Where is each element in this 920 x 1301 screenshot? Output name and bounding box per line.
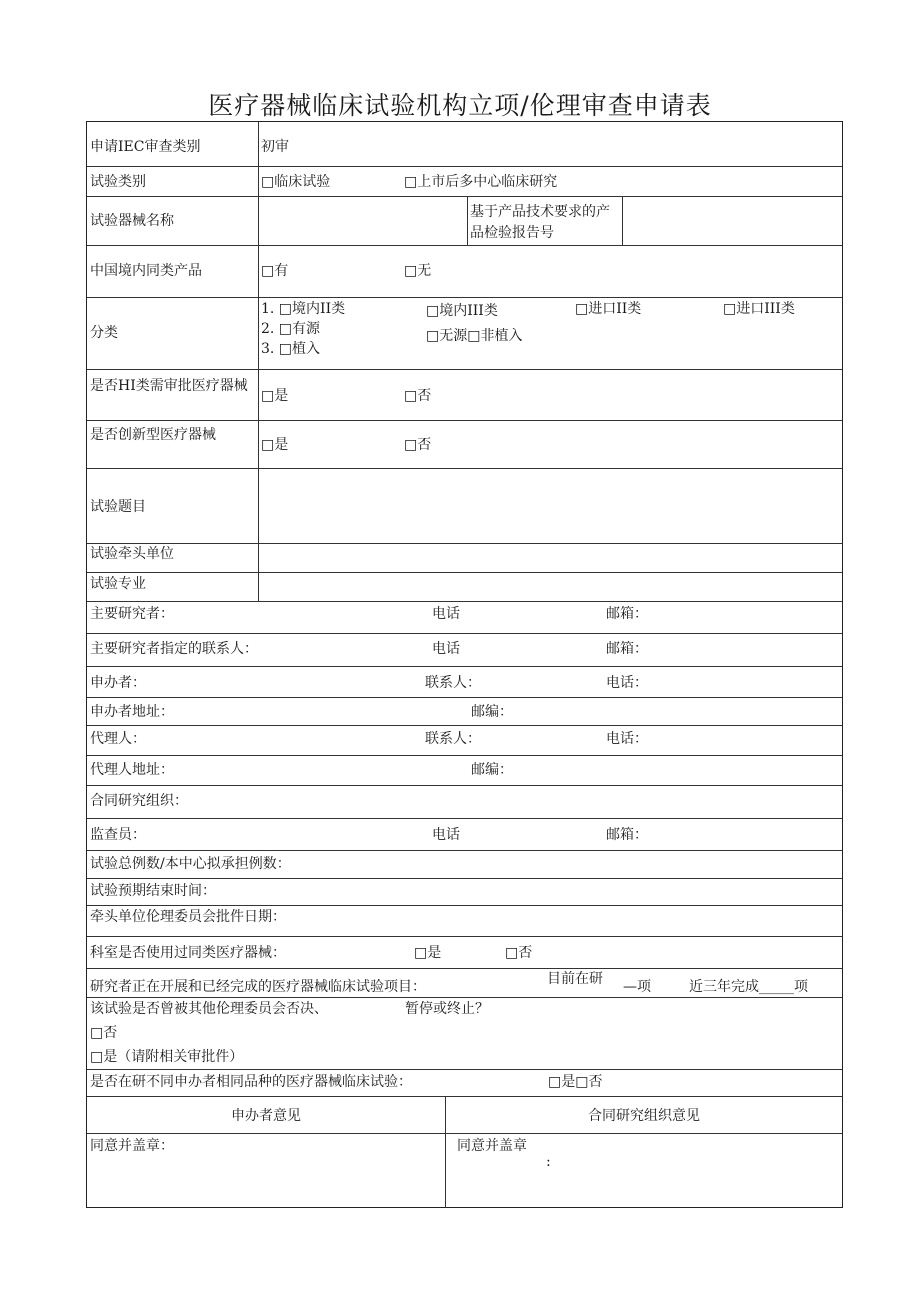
- class-domestic-3-checkbox[interactable]: □境内III类: [426, 303, 498, 319]
- row-divider: [87, 1069, 842, 1070]
- domestic-similar-label: 中国境内同类产品: [90, 263, 202, 279]
- cro-sign-label: 同意并盖章: [457, 1138, 527, 1154]
- cell-divider: [258, 196, 622, 197]
- ongoing-recent-count[interactable]: 近三年完成_____项: [689, 979, 808, 995]
- row-divider: [87, 725, 842, 726]
- row-divider: [87, 850, 842, 851]
- agent-contact-label: 联系人：: [425, 731, 481, 747]
- approval-date-label: 牵头单位伦理委员会批件日期：: [90, 909, 286, 925]
- column-divider: [467, 196, 468, 246]
- monitor-email-label: 邮箱：: [606, 827, 648, 843]
- review-type-value[interactable]: 初审: [261, 139, 289, 155]
- innovative-no-checkbox[interactable]: □否: [404, 437, 432, 453]
- row-divider: [87, 601, 842, 602]
- row-divider: [87, 1096, 842, 1097]
- domestic-similar-no-checkbox[interactable]: □无: [404, 263, 432, 279]
- row-divider: [87, 878, 842, 879]
- sponsor-contact-label: 联系人：: [425, 675, 481, 691]
- used-similar-label: 科室是否使用过同类医疗器械：: [90, 945, 286, 961]
- lead-unit-label: 试验牵头单位: [90, 546, 174, 562]
- row-divider: [87, 968, 842, 969]
- monitor-phone-label: 电话: [432, 827, 460, 843]
- cro-opinion-field[interactable]: [557, 1156, 841, 1206]
- row-divider: [87, 818, 842, 819]
- ongoing-current-count[interactable]: —项: [623, 979, 651, 995]
- agent-label: 代理人：: [90, 731, 146, 747]
- sponsor-address-label: 申办者地址：: [90, 704, 174, 720]
- competing-trial-label: 是否在研不同申办者相同品种的医疗器械临床试验：: [90, 1074, 412, 1090]
- row-divider: [87, 785, 842, 786]
- class-active-checkbox[interactable]: 2. □有源: [261, 321, 321, 337]
- trial-type-label: 试验类别: [90, 174, 146, 190]
- cro-label: 合同研究组织：: [90, 793, 188, 809]
- cro-sign-colon: :: [546, 1154, 551, 1170]
- pi-contact-email-label: 邮箱：: [606, 641, 648, 657]
- pi-contact-label: 主要研究者指定的联系人：: [90, 641, 258, 657]
- row-divider: [87, 633, 842, 634]
- sponsor-opinion-field[interactable]: [88, 1156, 444, 1206]
- row-divider: [87, 166, 842, 167]
- row-divider: [87, 666, 842, 667]
- trial-type-postmarket-checkbox[interactable]: □上市后多中心临床研究: [404, 174, 558, 190]
- specialty-label: 试验专业: [90, 576, 146, 592]
- sponsor-opinion-header: 申办者意见: [231, 1108, 301, 1124]
- competing-trial-checkboxes[interactable]: □是□否: [548, 1074, 603, 1090]
- sponsor-phone-label: 电话：: [606, 675, 648, 691]
- used-similar-yes-checkbox[interactable]: □是: [414, 945, 442, 961]
- sponsor-zip-label: 邮编：: [471, 704, 513, 720]
- pi-label: 主要研究者：: [90, 606, 174, 622]
- rejected-label-cont: 暂停或终止？: [405, 1001, 489, 1017]
- page-title: 医疗器械临床试验机构立项/伦理审查申请表: [208, 91, 712, 120]
- row-divider: [87, 1133, 842, 1134]
- row-divider: [87, 905, 842, 906]
- lead-unit-input[interactable]: [259, 544, 841, 571]
- application-form: [86, 121, 843, 1208]
- row-divider: [87, 420, 842, 421]
- row-divider: [87, 936, 842, 937]
- specialty-input[interactable]: [259, 573, 841, 600]
- row-divider: [87, 245, 842, 246]
- row-divider: [87, 997, 842, 998]
- agent-zip-label: 邮编：: [471, 762, 513, 778]
- classification-label: 分类: [90, 325, 118, 341]
- review-type-label: 申请IEC审查类别: [90, 139, 201, 155]
- class3-approval-label: 是否HI类需审批医疗器械: [90, 378, 248, 394]
- column-divider: [622, 196, 623, 246]
- total-cases-label: 试验总例数/本中心拟承担例数：: [90, 856, 291, 872]
- inspection-report-label: 基于产品技术要求的产品检验报告号: [470, 204, 610, 241]
- monitor-label: 监查员：: [90, 827, 146, 843]
- trial-type-clinical-checkbox[interactable]: □临床试验: [261, 174, 331, 190]
- sponsor-label: 申办者：: [90, 675, 146, 691]
- agent-phone-label: 电话：: [606, 731, 648, 747]
- trial-title-label: 试验题目: [90, 499, 146, 515]
- rejected-label: 该试验是否曾被其他伦理委员会否决、: [90, 1001, 328, 1017]
- pi-phone-label: 电话: [432, 606, 460, 622]
- row-divider: [87, 697, 842, 698]
- class3-approval-no-checkbox[interactable]: □否: [404, 388, 432, 404]
- pi-email-label: 邮箱：: [606, 606, 648, 622]
- class-passive-nonimplant-checkbox[interactable]: □无源□非植入: [426, 328, 523, 344]
- innovative-yes-checkbox[interactable]: □是: [261, 437, 289, 453]
- class-implant-checkbox[interactable]: 3. □植入: [261, 341, 321, 357]
- cro-opinion-header: 合同研究组织意见: [588, 1108, 700, 1124]
- agent-address-label: 代理人地址：: [90, 762, 174, 778]
- sponsor-sign-label: 同意并盖章：: [90, 1138, 174, 1154]
- end-time-label: 试验预期结束时间：: [90, 883, 216, 899]
- rejected-no-checkbox[interactable]: □否: [90, 1025, 118, 1041]
- innovative-label: 是否创新型医疗器械: [90, 427, 216, 443]
- ongoing-trials-label: 研究者正在开展和已经完成的医疗器械临床试验项目：: [90, 979, 426, 995]
- row-divider: [87, 369, 842, 370]
- class-domestic-2-checkbox[interactable]: 1. □境内II类: [261, 301, 346, 317]
- device-name-label: 试验器械名称: [90, 213, 174, 229]
- pi-contact-phone-label: 电话: [432, 641, 460, 657]
- trial-title-input[interactable]: [259, 469, 841, 542]
- ongoing-current-label: 目前在研: [547, 971, 603, 987]
- class3-approval-yes-checkbox[interactable]: □是: [261, 388, 289, 404]
- domestic-similar-yes-checkbox[interactable]: □有: [261, 263, 289, 279]
- class-import-2-checkbox[interactable]: □进口II类: [575, 301, 642, 317]
- rejected-yes-checkbox[interactable]: □是（请附相关审批件）: [90, 1049, 244, 1065]
- class-import-3-checkbox[interactable]: □进口III类: [723, 301, 795, 317]
- row-divider: [87, 297, 842, 298]
- row-divider: [87, 755, 842, 756]
- used-similar-no-checkbox[interactable]: □否: [505, 945, 533, 961]
